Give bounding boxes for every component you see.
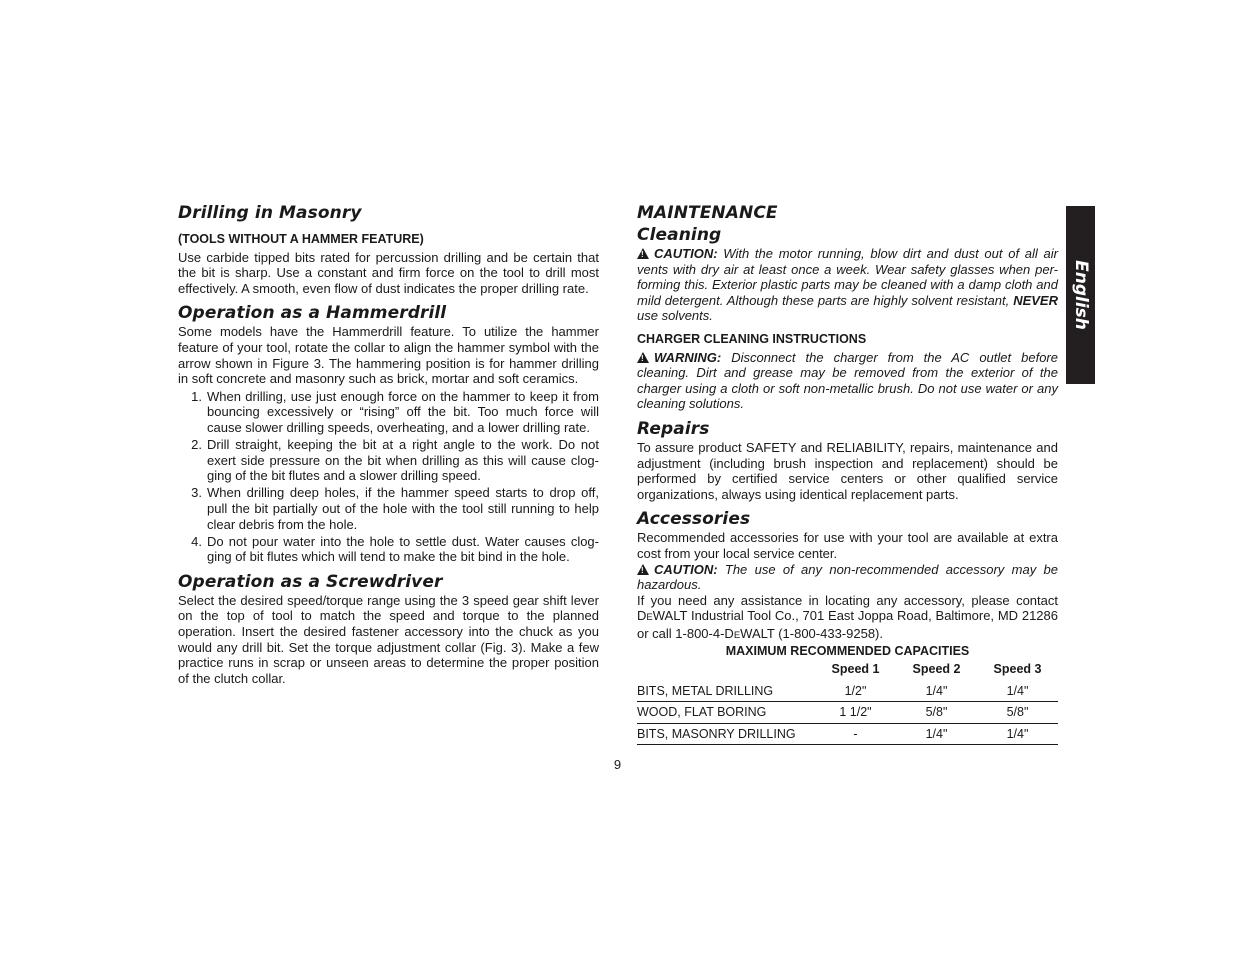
capacities-title: MAXIMUM RECOMMENDED CAPACITIES xyxy=(725,644,970,659)
warning-triangle-icon xyxy=(637,248,649,259)
table-row: WOOD, FLAT BORING 1 1/2" 5/8" 5/8" xyxy=(637,702,1058,724)
accessories-caution: !CAUTION: The use of any non-recommended accessory may be hazardous. xyxy=(637,562,1058,593)
capacities-table xyxy=(637,660,1058,745)
hammerdrill-steps xyxy=(178,389,599,565)
screwdriver-heading: Operation as a Screwdriver xyxy=(178,571,443,592)
table-row: BITS, METAL DRILLING 1/2" 1/4" 1/4" xyxy=(637,681,1058,702)
list-item: 4. Do not pour water into the hole to settle dust. Water causes clog-ging of bit flutes which will tend to make the bit bind in the hole. xyxy=(191,533,599,565)
language-tab xyxy=(1066,206,1095,384)
hammerdrill-body: Some models have the Hammerdrill feature. To utilize the hammer feature of your tool, rotate the collar to align the hammer symbol with the arrow shown in Figure 3. The hammering position is for hammer drilling in soft concrete and masonry such as brick, mortar and soft ceramics. xyxy=(178,324,599,387)
drilling-masonry-body: Use carbide tipped bits rated for percussion drilling and be certain that the bit is sharp. Use a constant and firm force on the tool to drill most effectively. A smooth, even flow of dust indicates the proper drilling rate. xyxy=(178,249,599,296)
table-row: BITS, MASONRY DRILLING - 1/4" 1/4" xyxy=(637,723,1058,745)
cleaning-heading: Cleaning xyxy=(637,225,722,245)
left-column xyxy=(178,202,599,686)
screwdriver-body: Select the desired speed/torque range using the 3 speed gear shift lever on the top of tool to match the speed and torque to the planned operation. Insert the desired fastener accessory into the chuck as you would any drill bit. Set the torque adjustment collar (Fig. 3). Make a few practice runs in scrap or unseen areas to determine the proper position of the clutch collar. xyxy=(178,592,599,686)
list-item: 1. When drilling, use just enough force on the hammer to keep it from bouncing excessively or “rising” off the bit. Too much force will cause slower drilling speeds, overheating, and a lower drilling rate. xyxy=(191,388,599,435)
repairs-body: To assure product SAFETY and RELIABILITY, repairs, maintenance and adjustment (including brush inspection and replacement) should be performed by certified service centers or other qualified service organizations, always using identical replacement parts. xyxy=(637,439,1058,502)
list-item: 3. When drilling deep holes, if the hammer speed starts to drop off, pull the bit partially out of the hole with the tool still running to help clear debris from the hole. xyxy=(191,485,599,532)
maintenance-heading: MAINTENANCE xyxy=(637,203,778,223)
page-number: 9 xyxy=(613,757,622,772)
repairs-heading: Repairs xyxy=(637,418,710,439)
accessories-body: Recommended accessories for use with your tool are available at extra cost from your local service center. xyxy=(637,530,1058,561)
tools-without-hammer-subhead: (TOOLS WITHOUT A HAMMER FEATURE) xyxy=(178,232,424,246)
table-header-row: Speed 1 Speed 2 Speed 3 xyxy=(831,662,1042,677)
warning-triangle-icon xyxy=(637,564,649,575)
right-column xyxy=(637,202,1058,745)
list-item: 2. Drill straight, keeping the bit at a right angle to the work. Do not exert side pressure on the bit when drilling as this will cause clog-ging of the bit flutes and a slower drilling speed. xyxy=(191,437,599,484)
accessories-heading: Accessories xyxy=(637,509,751,530)
warning-triangle-icon xyxy=(637,352,649,363)
language-tab-label: English xyxy=(1070,260,1091,330)
charger-warning: !WARNING: Disconnect the charger from the AC outlet before cleaning. Dirt and grease may be removed from the exterior of the charger using a cloth or soft non-metallic brush. Do not use water or any cleaning solutions. xyxy=(637,350,1058,412)
drilling-masonry-heading: Drilling in Masonry xyxy=(178,203,362,223)
cleaning-caution: !CAUTION: With the motor running, blow dirt and dust out of all air vents with dry air at least once a week. Wear safety glasses when per-forming this. Exterior plastic parts may be cleaned with a damp cloth and mild detergent. Although these parts are highly solvent resistant, NEVER use solvents. xyxy=(637,246,1058,324)
accessories-contact: If you need any assistance in locating any accessory, please contact DEWALT Industrial Tool Co., 701 East Joppa Road, Baltimore, MD 21286 or call 1-800-4-DEWALT (1-800-433-9258). xyxy=(637,592,1058,641)
hammerdrill-heading: Operation as a Hammerdrill xyxy=(178,303,447,324)
charger-cleaning-subhead: CHARGER CLEANING INSTRUCTIONS xyxy=(637,331,867,346)
